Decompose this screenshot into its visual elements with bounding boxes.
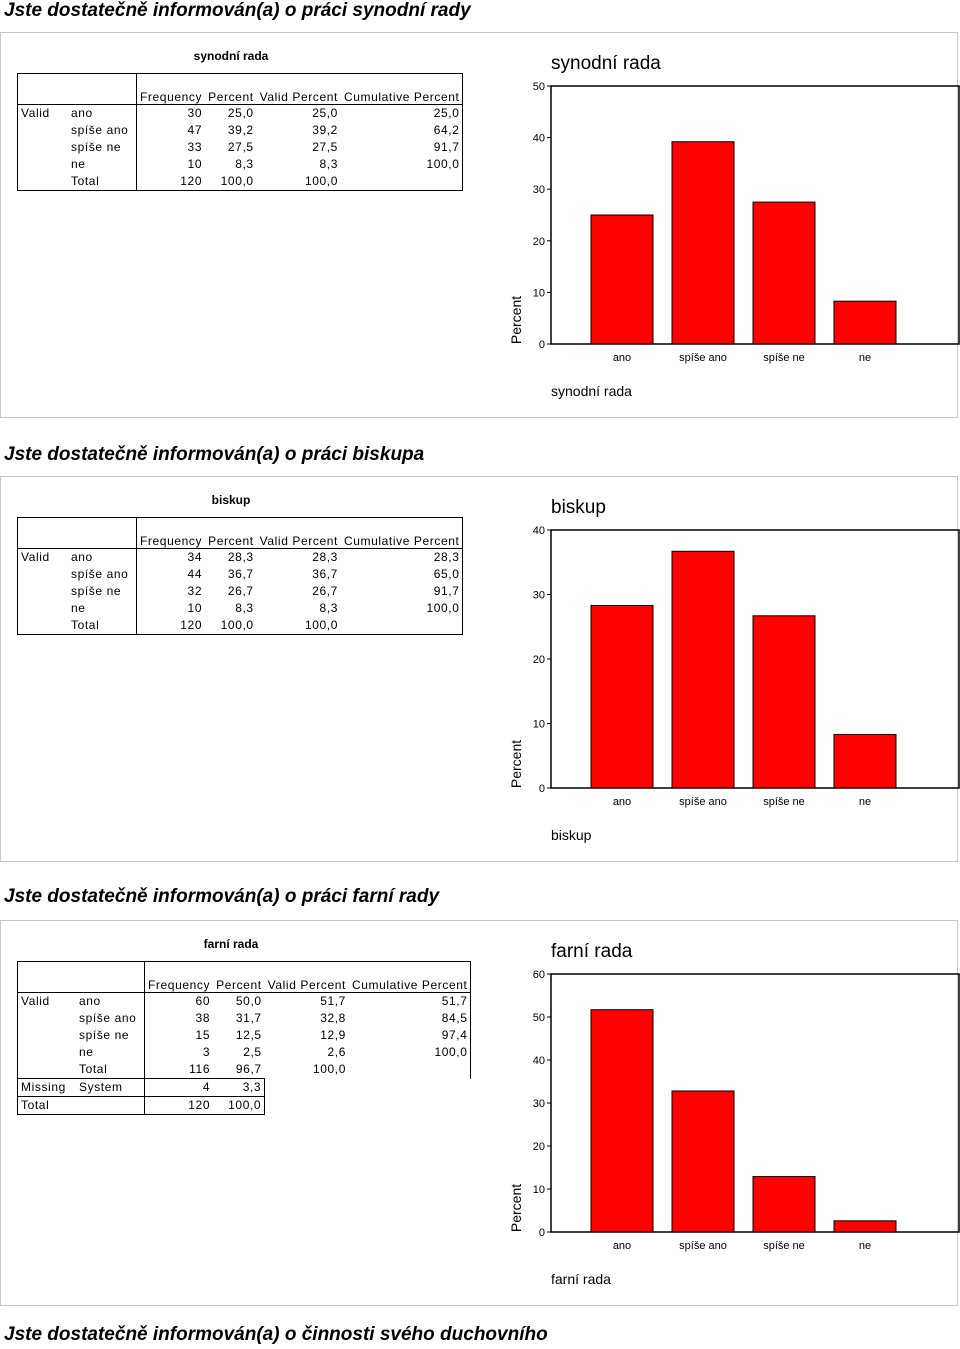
- frequency-table-2: [17, 517, 463, 635]
- x-tick-label: spíše ano: [679, 796, 727, 808]
- y-tick-label: 40: [532, 132, 545, 145]
- cell-frequency: 120: [145, 1097, 214, 1115]
- total-label: Total: [18, 1097, 77, 1115]
- header-percent: Percent: [205, 518, 257, 549]
- cell-valid-percent: 2,6: [327, 1045, 346, 1059]
- cell-percent: 31,7: [235, 1011, 262, 1025]
- bar-chart-biskup: [471, 477, 960, 863]
- table-row: [18, 1079, 471, 1097]
- cell-valid-percent: 39,2: [312, 123, 338, 137]
- row-label: System: [76, 1079, 145, 1097]
- cell-percent: 2,5: [243, 1045, 262, 1059]
- cell-frequency: 3: [202, 1045, 211, 1059]
- chart-title: biskup: [551, 497, 606, 518]
- bar-chart-synodni-rada: [471, 33, 960, 419]
- row-label: ne: [68, 600, 137, 617]
- cell-percent: 12,5: [235, 1028, 262, 1042]
- y-axis-label: Percent: [508, 739, 524, 789]
- y-tick-label: 30: [532, 184, 545, 197]
- cell-cumulative-percent: 25,0: [341, 105, 463, 123]
- section-2-panel: [0, 476, 958, 862]
- cell-percent: 26,7: [227, 584, 254, 598]
- table-row: [18, 156, 463, 173]
- cell-frequency: 10: [187, 601, 203, 615]
- row-label: ano: [76, 993, 145, 1011]
- cell-valid-percent: 8,3: [319, 601, 338, 615]
- cell-percent: 3,3: [213, 1079, 265, 1097]
- cell-percent: 25,0: [205, 105, 257, 123]
- bar: [672, 1091, 734, 1232]
- missing-label: Missing: [18, 1079, 77, 1097]
- section-3-title: Jste dostatečně informován(a) o práci farní rady: [4, 886, 440, 907]
- group-label: Valid: [18, 993, 77, 1011]
- y-tick-label: 50: [532, 1012, 545, 1024]
- x-tick-label: ne: [858, 796, 872, 808]
- bar: [672, 551, 734, 788]
- table-row: [18, 1097, 471, 1115]
- cell-valid-percent: 28,3: [257, 549, 341, 567]
- row-label: spíše ne: [68, 139, 137, 156]
- cell-cumulative-percent: 100,0: [349, 1044, 471, 1061]
- cell-valid-percent: 26,7: [312, 584, 338, 598]
- table-row: [18, 549, 463, 567]
- header-cumulative-percent: Cumulative Percent: [349, 962, 471, 993]
- cell-frequency: 32: [187, 584, 203, 598]
- y-tick-label: 0: [538, 1227, 545, 1239]
- table-row: [18, 583, 463, 600]
- row-label: spíše ne: [68, 583, 137, 600]
- group-label: Valid: [18, 549, 69, 567]
- row-label: spíše ano: [68, 122, 137, 139]
- y-tick-label: 0: [538, 339, 545, 351]
- cell-frequency: 10: [187, 157, 203, 171]
- row-label: Total: [68, 617, 137, 635]
- cell-valid-percent: 100,0: [312, 1062, 346, 1077]
- y-tick-label: 20: [532, 1141, 545, 1153]
- bar: [753, 616, 815, 788]
- section-4-title: Jste dostatečně informován(a) o činnosti svého duchovního: [4, 1324, 548, 1345]
- cell-valid-percent: 51,7: [265, 993, 349, 1011]
- header-valid-percent: Valid Percent: [257, 518, 341, 549]
- y-tick-label: 20: [532, 235, 545, 248]
- section-1-title: Jste dostatečně informován(a) o práci synodní rady: [4, 0, 471, 21]
- cell-percent: 100,0: [213, 1097, 265, 1115]
- x-tick-label: spíše ano: [679, 1240, 727, 1252]
- chart-title: farní rada: [551, 941, 633, 962]
- y-tick-label: 10: [532, 287, 545, 300]
- cell-percent: 27,5: [227, 140, 254, 154]
- cell-frequency: 120: [137, 173, 206, 191]
- y-tick-label: 10: [532, 1184, 545, 1196]
- cell-frequency: 15: [195, 1028, 211, 1042]
- cell-valid-percent: 100,0: [257, 173, 341, 191]
- cell-cumulative-percent: 97,4: [349, 1027, 471, 1044]
- header-cumulative-percent: Cumulative Percent: [341, 518, 463, 549]
- row-label: spíše ne: [76, 1027, 145, 1044]
- cell-percent: 8,3: [235, 601, 254, 615]
- table-row: [18, 173, 463, 191]
- cell-frequency: 4: [145, 1079, 214, 1097]
- table-row: [18, 1061, 471, 1079]
- bar: [834, 734, 896, 788]
- x-tick-label: spíše ne: [763, 352, 805, 364]
- row-label: ano: [68, 549, 137, 567]
- cell-cumulative-percent: 91,7: [341, 583, 463, 600]
- table-row: [18, 139, 463, 156]
- cell-percent: 28,3: [205, 549, 257, 567]
- cell-cumulative-percent: 84,5: [349, 1010, 471, 1027]
- x-tick-label: ano: [612, 1240, 632, 1252]
- table-1-title: synodní rada: [193, 49, 269, 63]
- bar: [591, 1010, 653, 1232]
- cell-percent: 96,7: [235, 1062, 262, 1076]
- cell-valid-percent: 36,7: [312, 567, 338, 581]
- x-tick-label: ne: [858, 352, 872, 364]
- cell-frequency: 30: [137, 105, 206, 123]
- cell-cumulative-percent: 51,7: [349, 993, 471, 1011]
- table-row: [18, 1010, 471, 1027]
- table-row: [18, 600, 463, 617]
- header-frequency: Frequency: [145, 962, 214, 993]
- y-tick-label: 50: [532, 81, 545, 93]
- x-axis-label: synodní rada: [551, 383, 632, 399]
- row-label: Total: [68, 173, 137, 191]
- y-tick-label: 0: [538, 783, 545, 795]
- cell-percent: 8,3: [235, 157, 254, 171]
- cell-cumulative-percent: 91,7: [341, 139, 463, 156]
- x-axis-label: farní rada: [551, 1271, 611, 1287]
- frequency-table-3: [17, 961, 471, 1115]
- header-valid-percent: Valid Percent: [257, 74, 341, 105]
- bar: [591, 215, 653, 344]
- table-row: [18, 105, 463, 123]
- x-axis-label: biskup: [551, 827, 592, 843]
- cell-valid-percent: 100,0: [257, 617, 341, 635]
- row-label: Total: [76, 1061, 145, 1079]
- table-row: [18, 993, 471, 1011]
- y-axis-label: Percent: [508, 295, 524, 345]
- cell-valid-percent: 32,8: [320, 1011, 346, 1025]
- cell-valid-percent: 25,0: [257, 105, 341, 123]
- y-tick-label: 10: [532, 718, 545, 731]
- table-row: [18, 1027, 471, 1044]
- cell-cumulative-percent: 100,0: [341, 600, 463, 617]
- y-axis-label: Percent: [508, 1183, 524, 1233]
- cell-valid-percent: 12,9: [320, 1028, 346, 1042]
- bar: [753, 1177, 815, 1232]
- table-2-title: biskup: [211, 493, 251, 507]
- cell-valid-percent: 27,5: [312, 140, 338, 154]
- cell-frequency: 47: [187, 123, 203, 137]
- y-tick-label: 60: [532, 969, 545, 981]
- header-percent: Percent: [213, 962, 265, 993]
- row-label: ano: [68, 105, 137, 123]
- cell-cumulative-percent: 100,0: [341, 156, 463, 173]
- table-row: [18, 122, 463, 139]
- header-cumulative-percent: Cumulative Percent: [341, 74, 463, 105]
- cell-cumulative-percent: [341, 173, 463, 191]
- header-percent: Percent: [205, 74, 257, 105]
- cell-valid-percent: 8,3: [319, 157, 338, 171]
- section-3-panel: [0, 920, 958, 1306]
- cell-cumulative-percent: 28,3: [341, 549, 463, 567]
- cell-percent: 100,0: [205, 173, 257, 191]
- bar: [672, 142, 734, 344]
- bar: [834, 301, 896, 344]
- cell-percent: 100,0: [205, 617, 257, 635]
- cell-frequency: 38: [195, 1011, 211, 1025]
- row-label: ne: [76, 1044, 145, 1061]
- bar: [834, 1221, 896, 1232]
- header-frequency: Frequency: [137, 74, 206, 105]
- header-valid-percent: Valid Percent: [265, 962, 349, 993]
- x-tick-label: spíše ano: [679, 352, 727, 364]
- row-label: spíše ano: [76, 1010, 145, 1027]
- x-tick-label: ne: [858, 1240, 872, 1252]
- y-tick-label: 20: [532, 654, 545, 666]
- cell-percent: 50,0: [213, 993, 265, 1011]
- table-3-title: farní rada: [203, 937, 259, 951]
- y-tick-label: 30: [532, 1098, 545, 1110]
- section-1-panel: [0, 32, 958, 418]
- table-row: [18, 1044, 471, 1061]
- y-tick-label: 40: [532, 1055, 545, 1067]
- header-frequency: Frequency: [137, 518, 206, 549]
- x-tick-label: spíše ne: [763, 1240, 805, 1252]
- x-tick-label: spíše ne: [763, 796, 805, 808]
- cell-frequency: 116: [189, 1062, 211, 1076]
- bar-chart-farni-rada: [471, 921, 960, 1307]
- cell-cumulative-percent: 64,2: [341, 122, 463, 139]
- row-label: ne: [68, 156, 137, 173]
- group-label: Valid: [18, 105, 69, 123]
- section-2-title: Jste dostatečně informován(a) o práci biskupa: [4, 444, 425, 465]
- cell-frequency: 120: [137, 617, 206, 635]
- cell-frequency: 44: [187, 567, 203, 581]
- y-tick-label: 30: [532, 589, 545, 602]
- x-tick-label: ano: [612, 352, 632, 364]
- cell-cumulative-percent: [349, 1061, 471, 1079]
- y-tick-label: 40: [532, 525, 545, 537]
- frequency-table-1: [17, 73, 463, 191]
- chart-title: synodní rada: [551, 53, 661, 74]
- bar: [591, 605, 653, 788]
- cell-cumulative-percent: [341, 617, 463, 635]
- cell-frequency: 60: [145, 993, 214, 1011]
- cell-frequency: 33: [187, 140, 203, 154]
- row-label: spíše ano: [68, 566, 137, 583]
- cell-percent: 39,2: [227, 123, 254, 137]
- cell-frequency: 34: [137, 549, 206, 567]
- table-row: [18, 617, 463, 635]
- cell-cumulative-percent: 65,0: [341, 566, 463, 583]
- x-tick-label: ano: [612, 796, 632, 808]
- table-row: [18, 566, 463, 583]
- bar: [753, 202, 815, 344]
- cell-percent: 36,7: [227, 567, 254, 581]
